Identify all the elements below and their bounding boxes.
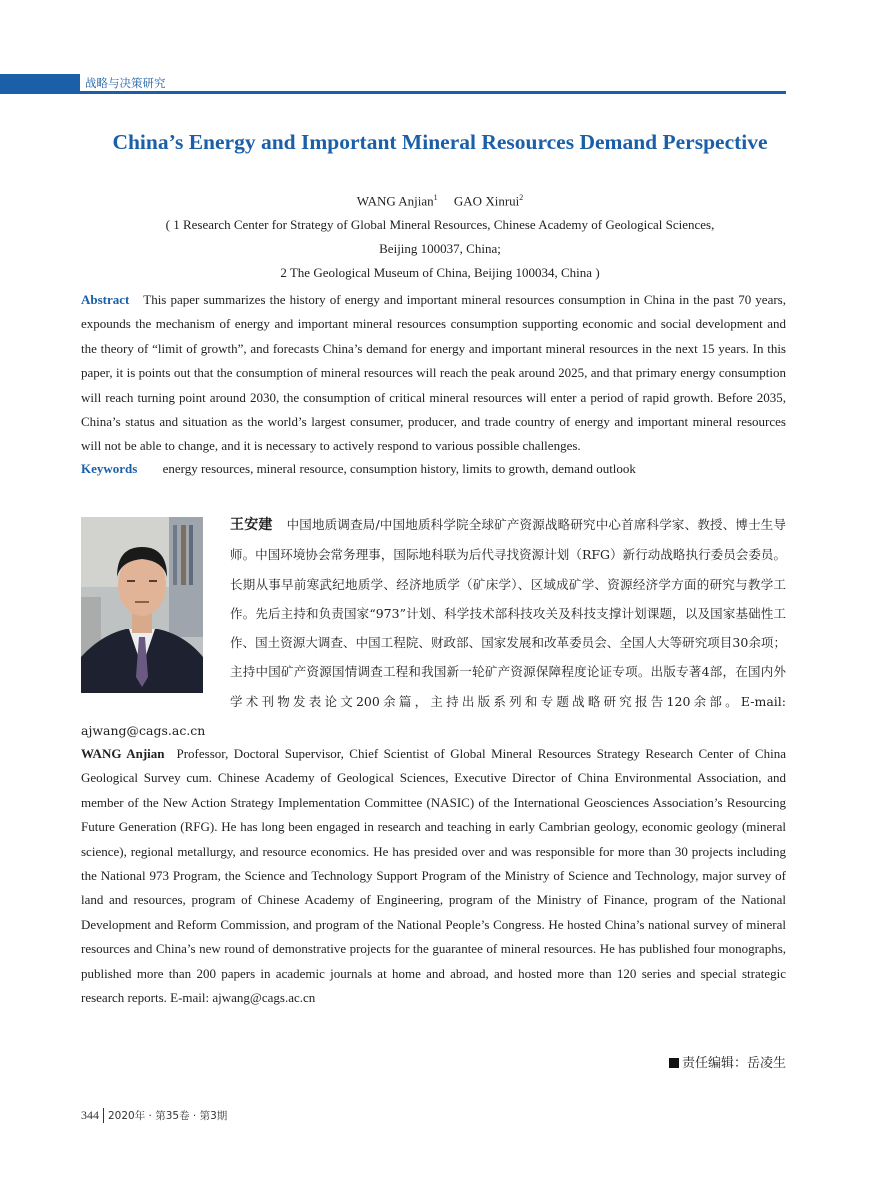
bio-name: WANG Anjian — [81, 746, 165, 761]
page-number: 344 — [81, 1108, 104, 1123]
page-footer — [81, 1108, 227, 1123]
affiliation-line: 2 The Geological Museum of China, Beijing 100034, China ) — [280, 265, 600, 280]
abstract — [81, 288, 786, 459]
author-line — [0, 193, 880, 209]
header-color-block — [0, 74, 80, 94]
author-name: GAO Xinrui — [453, 193, 520, 209]
keywords-label: Keywords — [81, 461, 138, 476]
photo-spacer — [81, 510, 230, 706]
affiliation-line: Beijing 100037, China; — [379, 241, 501, 256]
bio-name: 王安建 — [230, 517, 273, 533]
keywords — [81, 457, 786, 481]
editor-label: 责任编辑：岳凌生 — [681, 1056, 786, 1071]
author-name: WANG Anjian — [356, 193, 434, 209]
bio-text: Professor, Doctoral Supervisor, Chief Scientist of Global Mineral Resources Strategy Research Center of China Geological Survey cum. Chinese Academy of Geological Sciences, Executive Director of China Environmental Association, and member of the New Action Strategy Implementation Committee (NASIC) of the International Geosciences Association’s Resourcing Future Generation (RFG). He has long been engaged in research and teaching in early Cambrian geology, economic geology (mineral science), regional metallurgy, and resource economics. He has presided over and was responsible for more than 30 projects including the National 973 Program, the Science and Technology Support Program of the Ministry of Science and Technology, major survey of land and resources, program of Chinese Academy of Engineering, program of the Ministry of Finance, program of the National Development and Reform Commission, and program of the National People’s Congress. He hosted China’s national survey of mineral resources and China’s new round of demonstrative projects for the guarantee of mineral resources. He has published four monographs, published more than 200 papers in academic journals at home and abroad, and hosted more than 120 series and special strategic research reports. E-mail: ajwang@cags.ac.cn — [81, 746, 786, 1006]
affiliation-line: ( 1 Research Center for Strategy of Global Mineral Resources, Chinese Academy of Geological Sciences, — [165, 217, 715, 232]
abstract-label: Abstract — [81, 292, 130, 307]
section-header — [0, 74, 786, 94]
keywords-text: energy resources, mineral resource, consumption history, limits to growth, demand outlook — [162, 461, 636, 476]
abstract-text: This paper summarizes the history of energy and important mineral resources consumption in China in the past 70 years, expounds the mechanism of energy and important mineral resources consumption supporting economic and social development and the theory of “limit of growth”, and forecasts China’s demand for energy and important mineral resources in the next 15 years. In this paper, it is points out that the consumption of mineral resources will reach the peak around 2025, and that primary energy consumption will reach turning point around 2030, the consumption of critical mineral resources will enter a period of rapid growth. Before 2035, China’s status and situation as the world’s largest consumer, producer, and trade country of energy and important mineral resources will not be able to change, and it is necessary to actively respond to various possible challenges. — [81, 292, 786, 454]
editor-credit — [669, 1052, 786, 1071]
section-name: 战略与决策研究 — [85, 76, 166, 90]
author-affiliation-mark: 2 — [519, 193, 524, 202]
journal-volume: 2020年 · 第35卷 · 第3期 — [108, 1110, 228, 1122]
article-title: China’s Energy and Important Mineral Resources Demand Perspective — [112, 130, 768, 154]
author-affiliation-mark: 1 — [433, 193, 438, 202]
author-bio-chinese — [81, 510, 786, 745]
header-rule — [80, 91, 786, 94]
square-bullet-icon — [669, 1058, 679, 1068]
author-bio-english — [81, 742, 786, 1010]
bio-text: 中国地质调查局/中国地质科学院全球矿产资源战略研究中心首席科学家、教授、博士生导师。中国环境协会常务理事，国际地科联为后代寻找资源计划（RFG）新行动战略执行委员会委员。长期从事早前寒武纪地质学、经济地质学（矿床学）、区域成矿学、资源经济学方面的研究与教学工作。先后主持和负责国家“973”计划、科学技术部科技攻关及科技支撑计划课题，以及国家基础性工作、国土资源大调查、中国工程院、财政部、国家发展和改革委员会、全国人大等研究项目30余项；主持中国矿产资源国情调查工程和我国新一轮矿产资源保障程度论证专项。出版专著4部，在国内外学术刊物发表论文200余篇，主持出版系列和专题战略研究报告120余部。E-mail: ajwang@cags.ac.cn — [81, 517, 786, 739]
